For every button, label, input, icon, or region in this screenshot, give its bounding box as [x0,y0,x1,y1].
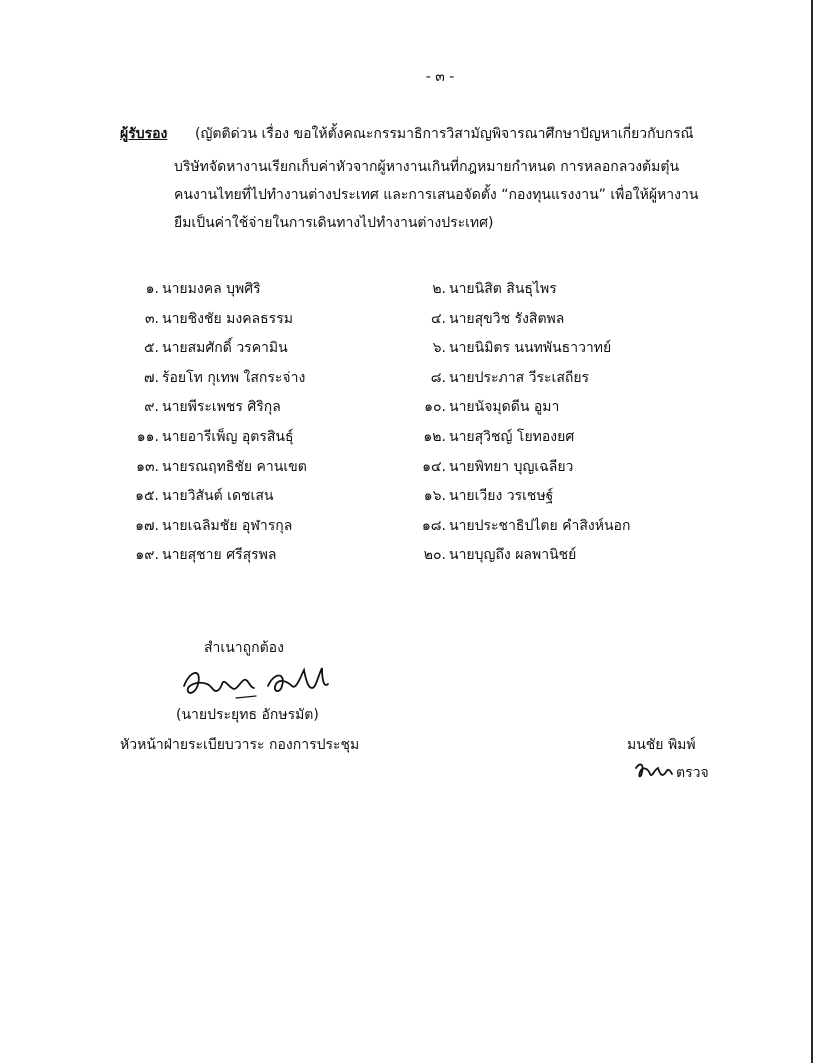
supporter-number: ๒๐. [423,547,446,564]
supporter-number: ๘. [430,369,446,386]
supporter-name: นายนิสิต สินธุไพร [449,281,557,297]
supporter-number: ๑. [145,281,159,297]
supporter-number: ๑๓. [136,458,159,475]
supporter-item [119,368,305,388]
supporter-name: นายนิมิตร นนทพันธาวาทย์ [449,340,612,357]
certifier-name: (นายประยุทธ อักษรมัต) [176,707,319,723]
supporter-name: นายเวียง วรเชษฐ์ [449,488,554,505]
supporter-number: ๓. [144,310,159,327]
supporter-name: นายวิสันต์ เดชเสน [162,488,274,505]
supporter-name: นายสมศักดิ์ วรคามิน [162,340,288,357]
supporter-name: นายประภาส วีระเสถียร [449,369,590,386]
supporter-name: นายพีระเพชร ศิริกุล [162,399,281,416]
checked-label: ตรวจ [676,765,709,781]
supporter-name: นายนัจมุดดีน อูมา [449,399,560,416]
supporter-item [406,397,559,417]
supporter-number: ๕. [143,340,159,357]
certification-label: สำเนาถูกต้อง [204,640,284,656]
supporter-item [406,486,553,506]
motion-line-3: คนงานไทยที่ไปทำงานต่างประเทศ และการเสนอจัดตั้ง “กองทุนแรงงาน” เพื่อให้ผู้หางาน [174,187,699,203]
supporter-item [406,309,564,329]
supporter-number: ๑๐. [424,399,446,416]
supporter-item [406,545,576,565]
motion-line-2: บริษัทจัดหางานเรียกเก็บค่าหัวจากผู้หางานเกินที่กฎหมายกำหนด การหลอกลวงต้มตุ๋น [174,159,680,175]
checker-initials [632,760,674,784]
supporter-name: นายประชาธิปไตย คำสิงห์นอก [449,517,631,534]
supporter-number: ๑๑. [136,429,159,445]
certifier-signature [176,660,336,702]
supporter-item [119,545,276,565]
supporter-number: ๗. [144,369,159,386]
supporter-item [119,486,273,506]
supporter-item [406,427,574,447]
supporter-name: นายอารีเพ็ญ อุตรสินธุ์ [162,429,294,445]
supporter-number: ๑๕. [135,488,159,505]
supporter-name: นายพิทยา บุญเฉลียว [449,458,574,475]
supporter-number: ๑๔. [422,458,446,475]
supporter-item [119,279,261,299]
supporter-item [406,279,557,299]
supporter-number: ๖. [432,340,446,357]
supporter-item [119,457,307,477]
supporter-name: ร้อยโท กุเทพ ใสกระจ่าง [162,369,306,386]
supporter-item [119,516,292,536]
supporter-name: นายสุขวิช รังสิตพล [449,310,565,327]
supporter-name: นายมงคล บุพศิริ [162,281,261,297]
supporter-name: นายบุญถึง ผลพานิชย์ [449,547,577,564]
supporters-label: ผู้รับรอง [120,126,168,142]
supporter-item [406,516,630,536]
supporter-number: ๔. [430,310,446,327]
supporter-number: ๒. [432,281,446,297]
supporter-name: นายเฉลิมชัย อุฬารกุล [162,517,293,534]
supporter-item [119,338,288,358]
supporter-name: นายชิงชัย มงคลธรรม [162,310,293,327]
typist-name: มนชัย พิมพ์ [627,737,696,753]
supporter-number: ๑๗. [135,517,159,534]
motion-line-4: ยืมเป็นค่าใช้จ่ายในการเดินทางไปทำงานต่างประเทศ) [174,215,494,231]
certifier-position: หัวหน้าฝ่ายระเบียบวาระ กองการประชุม [120,737,360,753]
supporter-name: นายสุชาย ศรีสุรพล [162,547,277,564]
supporter-item [406,338,611,358]
supporter-item [119,397,281,417]
supporter-item [406,368,589,388]
page-number: - ๓ - [425,69,455,85]
supporter-number: ๑๒. [423,429,446,445]
supporter-name: นายรณฤทธิชัย คานเขต [162,458,307,475]
supporter-number: ๑๖. [423,488,446,505]
page-edge-line [811,0,813,1063]
supporter-item [119,309,293,329]
supporter-number: ๙. [144,399,159,416]
supporter-item [119,427,294,447]
supporter-number: ๑๙. [135,547,159,564]
supporter-item [406,457,573,477]
supporter-number: ๑๘. [421,517,446,534]
supporter-name: นายสุวิชญ์ โยทองยศ [449,429,575,445]
motion-line-1: (ญัตติด่วน เรื่อง ขอให้ตั้งคณะกรรมาธิการวิสามัญพิจารณาศึกษาปัญหาเกี่ยวกับกรณี [195,126,694,142]
